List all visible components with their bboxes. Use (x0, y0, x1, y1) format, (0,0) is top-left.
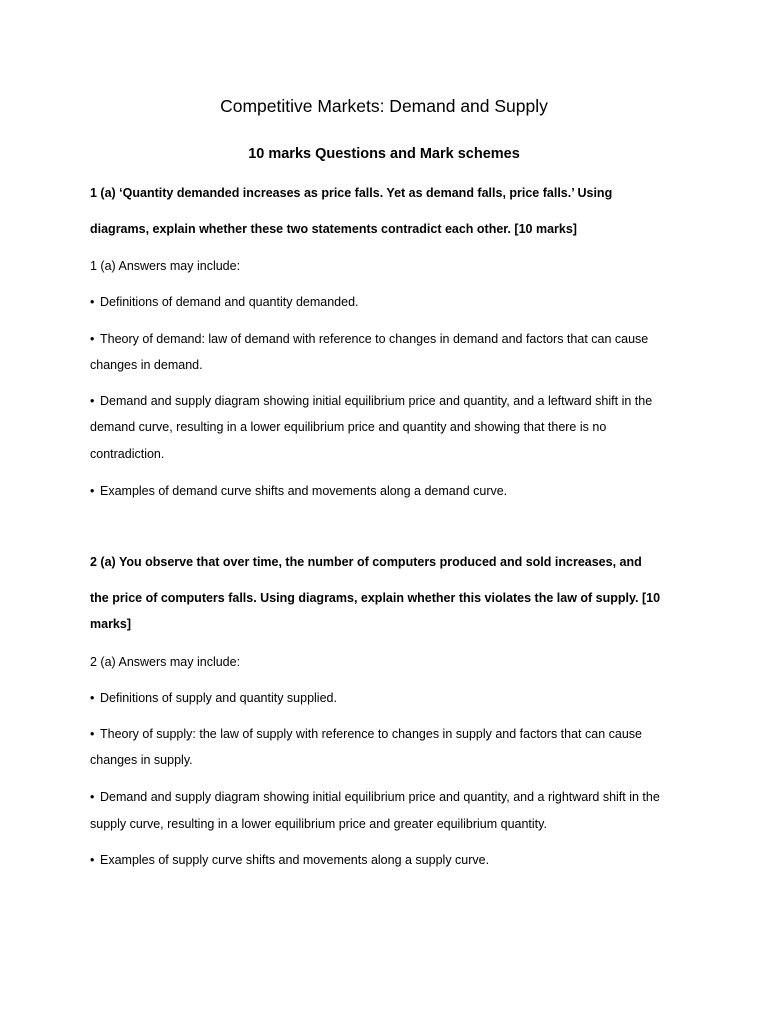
q1-bullet-2-text-line-1: Theory of demand: law of demand with reference to changes in demand and factors that can cause (100, 332, 649, 346)
q2-bullet-2 (90, 726, 642, 742)
bullet-marker: • (90, 484, 95, 498)
q2-bullet-2-text-line-2: changes in supply. (90, 753, 193, 767)
q1-question-line-2: diagrams, explain whether these two statements contradict each other. [10 marks] (90, 222, 577, 236)
q2-bullet-4-text: Examples of supply curve shifts and movements along a supply curve. (100, 853, 490, 867)
document-subtitle: 10 marks Questions and Mark schemes (248, 146, 520, 162)
q1-bullet-3-text-line-1: Demand and supply diagram showing initial equilibrium price and quantity, and a leftward shift in the (100, 394, 653, 408)
q1-answers-heading: 1 (a) Answers may include: (90, 259, 241, 273)
q2-answers-heading: 2 (a) Answers may include: (90, 655, 241, 669)
q2-question-line-1: 2 (a) You observe that over time, the number of computers produced and sold increases, and (90, 555, 642, 569)
q1-bullet-4-text: Examples of demand curve shifts and movements along a demand curve. (100, 484, 508, 498)
document-title: Competitive Markets: Demand and Supply (220, 96, 548, 116)
q2-bullet-3 (90, 789, 660, 805)
bullet-marker: • (90, 790, 95, 804)
q1-bullet-2-text-line-2: changes in demand. (90, 358, 203, 372)
q1-bullet-3 (90, 393, 652, 409)
q2-bullet-3-text-line-2: supply curve, resulting in a lower equilibrium price and greater equilibrium quantity. (90, 817, 547, 831)
bullet-marker: • (90, 727, 95, 741)
bullet-marker: • (90, 394, 95, 408)
q2-bullet-1 (90, 690, 337, 706)
q2-question-line-3: marks] (90, 617, 131, 631)
q1-bullet-3-text-line-2: demand curve, resulting in a lower equilibrium price and quantity and showing that there is no (90, 420, 607, 434)
q1-bullet-2 (90, 331, 648, 347)
q1-bullet-4 (90, 483, 507, 499)
bullet-marker: • (90, 332, 95, 346)
q2-bullet-2-text-line-1: Theory of supply: the law of supply with reference to changes in supply and factors that can cause (100, 727, 642, 741)
q2-bullet-3-text-line-1: Demand and supply diagram showing initial equilibrium price and quantity, and a rightward shift in the (100, 790, 660, 804)
q2-question-line-2: the price of computers falls. Using diagrams, explain whether this violates the law of supply. [10 (90, 591, 661, 605)
q2-bullet-1-text: Definitions of supply and quantity supplied. (100, 691, 337, 705)
bullet-marker: • (90, 691, 95, 705)
q1-bullet-3-text-line-3: contradiction. (90, 447, 165, 461)
q1-bullet-1-text: Definitions of demand and quantity demanded. (100, 295, 359, 309)
q1-question-line-1: 1 (a) ‘Quantity demanded increases as price falls. Yet as demand falls, price falls.’ Using (90, 186, 613, 200)
q2-bullet-4 (90, 852, 489, 868)
bullet-marker: • (90, 295, 95, 309)
q1-bullet-1 (90, 294, 359, 310)
bullet-marker: • (90, 853, 95, 867)
